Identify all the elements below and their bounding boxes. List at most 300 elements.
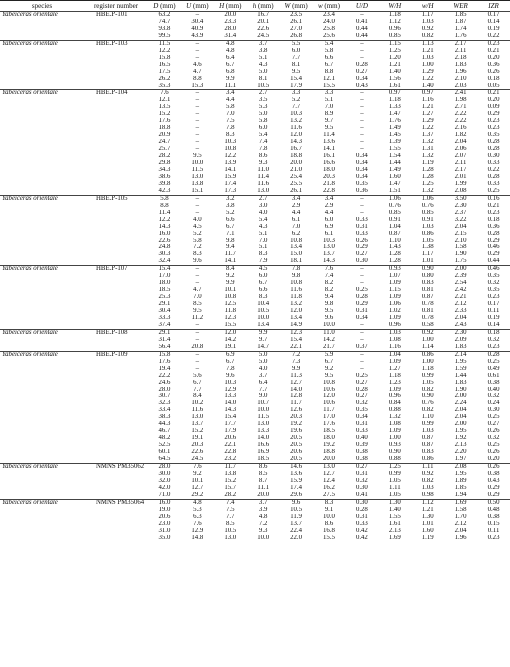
value-cell: 11.9	[290, 513, 302, 520]
value-cell: 11.6	[290, 125, 302, 132]
column-header: species	[31, 2, 53, 10]
value-cell: 1.03	[421, 484, 434, 491]
value-cell: 4.4	[291, 209, 301, 216]
value-cell: 0.78	[421, 314, 434, 321]
value-cell: 1.89	[454, 477, 467, 484]
value-cell: 0.09	[487, 104, 500, 111]
table-row	[0, 40, 510, 47]
species-cell	[0, 33, 84, 40]
value-cell: 1.97	[454, 456, 467, 463]
value-cell: 9.2	[193, 470, 202, 477]
value-cell: 1.39	[388, 139, 401, 146]
value-cell: 14.7	[257, 343, 270, 350]
value-cell: 5.8	[324, 47, 334, 54]
value-cell: 2.04	[454, 414, 467, 421]
value-cell: 10.5	[224, 527, 237, 534]
value-cell: 3.5	[258, 97, 268, 104]
register-number-cell	[84, 507, 148, 514]
value-cell: 18.0	[158, 280, 171, 287]
value-cell: 22.6	[257, 25, 270, 32]
value-cell: 1.69	[444, 499, 477, 506]
value-cell: 11.4	[323, 132, 335, 139]
value-cell: 1.75	[454, 258, 467, 265]
value-cell: 0.30	[487, 407, 500, 414]
species-cell	[0, 104, 84, 111]
value-cell: 3.50	[444, 195, 477, 202]
table-row	[0, 231, 510, 238]
value-cell: 2.08	[444, 464, 477, 471]
value-cell: 9.4	[226, 244, 235, 251]
value-cell: 1.74	[454, 25, 467, 32]
value-cell: 0.87	[421, 294, 434, 301]
value-cell: 5.0	[258, 358, 268, 365]
table-row	[0, 210, 510, 217]
value-cell: 2.10	[454, 75, 467, 82]
value-cell: 0.27	[355, 379, 368, 386]
table-row	[0, 195, 510, 202]
table-row	[0, 118, 510, 125]
value-cell: 0.32	[487, 336, 500, 343]
table-row	[0, 76, 510, 83]
table-row	[0, 266, 510, 273]
value-cell: 1.18	[388, 372, 401, 379]
species-cell	[0, 258, 84, 265]
value-cell: 15.9	[224, 173, 237, 180]
value-cell: 7.2	[280, 351, 313, 358]
value-cell: 10.6	[323, 386, 335, 393]
value-cell: 0.99	[388, 470, 401, 477]
value-cell: 0.88	[388, 407, 401, 414]
value-cell: 8.5	[193, 301, 202, 308]
register-number-cell	[84, 83, 148, 90]
value-cell: 0.97	[378, 90, 411, 97]
register-number-cell	[84, 442, 148, 449]
table-row	[0, 125, 510, 132]
value-cell: –	[360, 209, 364, 216]
value-cell: –	[195, 125, 200, 132]
value-cell: 10.0	[257, 407, 270, 414]
value-cell: 25.8	[323, 25, 335, 32]
value-cell: 1.03	[421, 428, 434, 435]
value-cell: 1.95	[454, 358, 467, 365]
value-cell: 0.24	[487, 400, 500, 407]
value-cell: –	[195, 118, 200, 125]
register-number-cell	[84, 244, 148, 251]
value-cell: 2.33	[454, 308, 467, 315]
value-cell: 12.7	[290, 379, 303, 386]
value-cell: 0.87	[388, 230, 401, 237]
value-cell: 13.7	[323, 251, 335, 258]
value-cell: 9.8	[226, 237, 235, 244]
value-cell: 2.30	[444, 329, 477, 336]
value-cell: 0.96	[388, 393, 401, 400]
value-cell: 16.9	[257, 449, 270, 456]
species-cell	[0, 217, 84, 224]
value-cell: 39.8	[158, 180, 171, 187]
register-number-cell	[84, 26, 148, 33]
value-cell: 1.32	[421, 153, 434, 160]
value-cell: 11.0	[257, 166, 269, 173]
value-cell: 5.2	[226, 209, 235, 216]
table-row	[0, 224, 510, 231]
value-cell: 0.31	[355, 470, 368, 477]
value-cell: 0.38	[487, 379, 500, 386]
value-cell: 0.18	[477, 329, 510, 336]
register-number-cell	[84, 139, 148, 146]
value-cell: 12.7	[323, 470, 335, 477]
value-cell: 13.2	[290, 301, 303, 308]
register-number-cell	[84, 188, 148, 195]
value-cell: 10.2	[191, 400, 204, 407]
value-cell: 8.3	[226, 132, 235, 139]
value-cell: 99.5	[158, 32, 171, 39]
value-cell: 0.36	[355, 187, 368, 194]
value-cell: 7.8	[226, 125, 235, 132]
value-cell: 8.8	[324, 68, 334, 75]
species-cell	[0, 393, 84, 400]
value-cell: 1.28	[421, 166, 434, 173]
value-cell: 2.12	[454, 301, 467, 308]
value-cell: 21.7	[323, 343, 335, 350]
table-row	[0, 244, 510, 251]
value-cell: 1.04	[378, 351, 411, 358]
value-cell: 8.8	[193, 75, 202, 82]
species-cell	[0, 160, 84, 167]
value-cell: 0.35	[355, 407, 368, 414]
value-cell: 0.27	[487, 421, 500, 428]
value-cell: 9.7	[258, 336, 268, 343]
value-cell: 8.4	[214, 266, 247, 273]
register-number-cell	[84, 514, 148, 521]
value-cell: 7.7	[193, 386, 202, 393]
value-cell: 6.7	[226, 61, 235, 68]
value-cell: 0.92	[421, 470, 434, 477]
value-cell: 0.29	[487, 491, 500, 498]
value-cell: 28.0	[148, 464, 181, 471]
table-row	[0, 104, 510, 111]
value-cell: 3.4	[280, 195, 313, 202]
value-cell: 1.11	[388, 484, 401, 491]
value-cell: 30.4	[158, 308, 171, 315]
value-cell: 0.41	[355, 18, 368, 25]
species-cell	[0, 273, 84, 280]
table-row	[0, 48, 510, 55]
value-cell: 11.7	[323, 407, 335, 414]
value-cell: 6.2	[291, 230, 301, 237]
value-cell: 29.6	[290, 491, 303, 498]
value-cell: 17.6	[323, 421, 335, 428]
value-cell: 2.11	[454, 160, 467, 167]
value-cell: 0.20	[487, 54, 500, 61]
value-cell: 1.20	[388, 54, 401, 61]
value-cell: 2.10	[454, 237, 467, 244]
value-cell: 13.6	[323, 139, 335, 146]
value-cell: 2.01	[454, 173, 467, 180]
register-number-cell	[84, 224, 148, 231]
value-cell: 32.0	[158, 477, 171, 484]
value-cell: 14.3	[224, 407, 237, 414]
value-cell: –	[345, 329, 378, 336]
table-row	[0, 407, 510, 414]
value-cell: 0.23	[487, 118, 500, 125]
column-header: D (mm)	[153, 2, 176, 10]
value-cell: 0.44	[355, 32, 368, 39]
value-cell: 6.6	[258, 287, 268, 294]
table-row	[0, 471, 510, 478]
value-cell: 1.09	[388, 294, 401, 301]
value-cell: 0.35	[355, 180, 368, 187]
table-row	[0, 167, 510, 174]
table-row	[0, 12, 510, 19]
value-cell: 3.4	[313, 195, 346, 202]
species-cell	[0, 55, 84, 62]
register-number-cell	[84, 521, 148, 528]
value-cell: 18.8	[323, 449, 335, 456]
value-cell: 14.0	[257, 435, 270, 442]
species-cell	[0, 428, 84, 435]
register-number-cell	[84, 153, 148, 160]
value-cell: 7.6	[148, 90, 181, 97]
table-row	[0, 337, 510, 344]
value-cell: 2.17	[444, 40, 477, 47]
value-cell: 0.98	[421, 491, 434, 498]
column-header: IZR	[488, 2, 499, 10]
value-cell: 7.7	[258, 386, 268, 393]
value-cell: 0.28	[487, 146, 500, 153]
value-cell: 1.25	[388, 47, 401, 54]
value-cell: 0.99	[421, 421, 434, 428]
value-cell: 1.32	[421, 139, 434, 146]
value-cell: –	[181, 329, 214, 336]
value-cell: 12.6	[290, 407, 303, 414]
value-cell: 0.44	[355, 25, 368, 32]
register-number-cell	[84, 428, 148, 435]
value-cell: 0.37	[355, 343, 368, 350]
table-row	[0, 435, 510, 442]
register-number-cell	[84, 471, 148, 478]
value-cell: 17.4	[224, 180, 237, 187]
table-row	[0, 111, 510, 118]
value-cell: 1.16	[388, 343, 401, 350]
value-cell: 23.2	[224, 456, 237, 463]
value-cell: 4.3	[258, 61, 268, 68]
value-cell: 10.8	[224, 294, 237, 301]
value-cell: 15.8	[148, 351, 181, 358]
value-cell: 5.1	[324, 97, 334, 104]
value-cell: 8.6	[324, 520, 334, 527]
species-cell	[0, 359, 84, 366]
value-cell: –	[345, 195, 378, 202]
value-cell: 11.3	[290, 372, 302, 379]
value-cell: –	[195, 209, 200, 216]
table-row	[0, 188, 510, 195]
value-cell: 1.10	[388, 237, 401, 244]
value-cell: 1.05	[388, 477, 401, 484]
value-cell: 13.4	[257, 321, 270, 328]
value-cell: 1.55	[388, 146, 401, 153]
value-cell: 2.22	[454, 111, 467, 118]
value-cell: 1.05	[388, 491, 401, 498]
value-cell: 10.4	[257, 301, 270, 308]
column-header: w/H	[421, 2, 434, 10]
value-cell: 21.0	[290, 166, 303, 173]
value-cell: 2.06	[454, 146, 467, 153]
value-cell: 1.40	[421, 82, 434, 89]
value-cell: 31.4	[158, 336, 171, 343]
value-cell: 0.44	[487, 258, 500, 265]
value-cell: 0.39	[355, 442, 368, 449]
value-cell: 15.9	[290, 477, 303, 484]
table-row	[0, 83, 510, 90]
value-cell: 6.7	[193, 379, 202, 386]
value-cell: –	[195, 280, 200, 287]
column-header: W/H	[388, 2, 402, 10]
value-cell: 0.22	[487, 32, 500, 39]
table-row	[0, 492, 510, 499]
table-row	[0, 351, 510, 358]
value-cell: –	[181, 195, 214, 202]
value-cell: 24.5	[191, 456, 204, 463]
value-cell: 5.6	[193, 372, 202, 379]
species-cell	[0, 210, 84, 217]
value-cell: 22.6	[191, 449, 204, 456]
register-number-cell	[84, 203, 148, 210]
value-cell: 9.5	[193, 153, 202, 160]
value-cell: 15.4	[224, 414, 237, 421]
value-cell: 11.4	[257, 173, 269, 180]
value-cell: 14.1	[224, 258, 237, 265]
table-row	[0, 456, 510, 463]
value-cell: 1.76	[388, 118, 401, 125]
value-cell: 0.34	[355, 166, 368, 173]
value-cell: 1.00	[421, 61, 434, 68]
species-cell: Yabeiceras orientale	[0, 464, 84, 471]
register-number-cell	[84, 174, 148, 181]
value-cell: 16.6	[323, 160, 335, 167]
register-number-cell	[84, 380, 148, 387]
value-cell: 31.4	[224, 32, 237, 39]
value-cell: 7.7	[226, 513, 235, 520]
value-cell: 7.0	[324, 104, 334, 111]
species-cell	[0, 435, 84, 442]
value-cell: 0.38	[355, 449, 368, 456]
table-row	[0, 359, 510, 366]
value-cell: 0.29	[487, 111, 500, 118]
value-cell: 0.33	[487, 180, 500, 187]
value-cell: 10.3	[224, 139, 237, 146]
value-cell: 1.03	[421, 54, 434, 61]
table-row	[0, 217, 510, 224]
value-cell: 6.7	[226, 223, 235, 230]
value-cell: 14.6	[280, 464, 313, 471]
value-cell: 0.34	[355, 160, 368, 167]
value-cell: 1.76	[454, 32, 467, 39]
value-cell: 6.1	[324, 230, 334, 237]
value-cell: 40.9	[191, 25, 204, 32]
value-cell: 1.58	[454, 244, 467, 251]
value-cell: 7.4	[324, 273, 334, 280]
value-cell: 1.09	[388, 314, 401, 321]
value-cell: 7.9	[258, 258, 268, 265]
value-cell: 9.8	[291, 273, 301, 280]
value-cell: 5.8	[148, 195, 181, 202]
table-row	[0, 464, 510, 471]
value-cell: 0.26	[487, 449, 500, 456]
value-cell: –	[181, 40, 214, 47]
value-cell: 1.49	[388, 166, 401, 173]
value-cell: 14.3	[158, 223, 171, 230]
value-cell: 12.4	[323, 477, 335, 484]
value-cell: 9.3	[258, 160, 268, 167]
value-cell: 3.8	[226, 202, 235, 209]
register-number-cell	[84, 104, 148, 111]
value-cell: 20.0	[214, 12, 247, 19]
value-cell: 11.6	[290, 287, 302, 294]
table-row	[0, 181, 510, 188]
value-cell: 0.76	[421, 400, 434, 407]
value-cell: 11.8	[290, 294, 302, 301]
value-cell: 5.1	[258, 230, 268, 237]
value-cell: 4.5	[193, 223, 202, 230]
value-cell: 0.93	[388, 442, 401, 449]
value-cell: 1.03	[421, 223, 434, 230]
value-cell: 0.31	[355, 308, 368, 315]
value-cell: 15.7	[224, 484, 237, 491]
value-cell: 0.82	[421, 32, 434, 39]
value-cell: 11.2	[191, 314, 204, 321]
value-cell: –	[195, 336, 200, 343]
value-cell: 13.3	[224, 393, 237, 400]
value-cell: 2.7	[247, 195, 280, 202]
value-cell: 1.69	[388, 534, 401, 541]
value-cell: 22.1	[290, 343, 303, 350]
value-cell: 7.7	[291, 54, 301, 61]
value-cell: 2.14	[444, 351, 477, 358]
value-cell: 1.21	[421, 47, 434, 54]
value-cell: 15.4	[148, 266, 181, 273]
value-cell: 11.7	[224, 251, 237, 258]
value-cell: –	[360, 111, 364, 118]
value-cell: 0.97	[411, 90, 444, 97]
header-row	[0, 1, 510, 12]
value-cell: 1.06	[388, 301, 401, 308]
value-cell: 0.33	[355, 230, 368, 237]
table-row	[0, 521, 510, 528]
value-cell: 0.33	[355, 520, 368, 527]
value-cell: 0.21	[477, 90, 510, 97]
value-cell: 1.40	[388, 506, 401, 513]
register-number-cell	[84, 478, 148, 485]
register-number-cell	[84, 62, 148, 69]
value-cell: 13.0	[257, 421, 270, 428]
value-cell: 8.3	[313, 499, 346, 506]
value-cell: 15.5	[224, 321, 237, 328]
value-cell: 18.0	[323, 166, 335, 173]
value-cell: –	[360, 321, 364, 328]
value-cell: 0.20	[487, 456, 500, 463]
value-cell: 7.5	[226, 118, 235, 125]
value-cell: 1.29	[421, 118, 434, 125]
value-cell: 10.6	[323, 400, 335, 407]
table-row	[0, 26, 510, 33]
value-cell: –	[360, 97, 364, 104]
table-row	[0, 153, 510, 160]
value-cell: 0.83	[421, 280, 434, 287]
value-cell: 1.01	[421, 258, 434, 265]
value-cell: 43.9	[191, 32, 204, 39]
value-cell: 9.6	[324, 314, 334, 321]
table-row	[0, 55, 510, 62]
